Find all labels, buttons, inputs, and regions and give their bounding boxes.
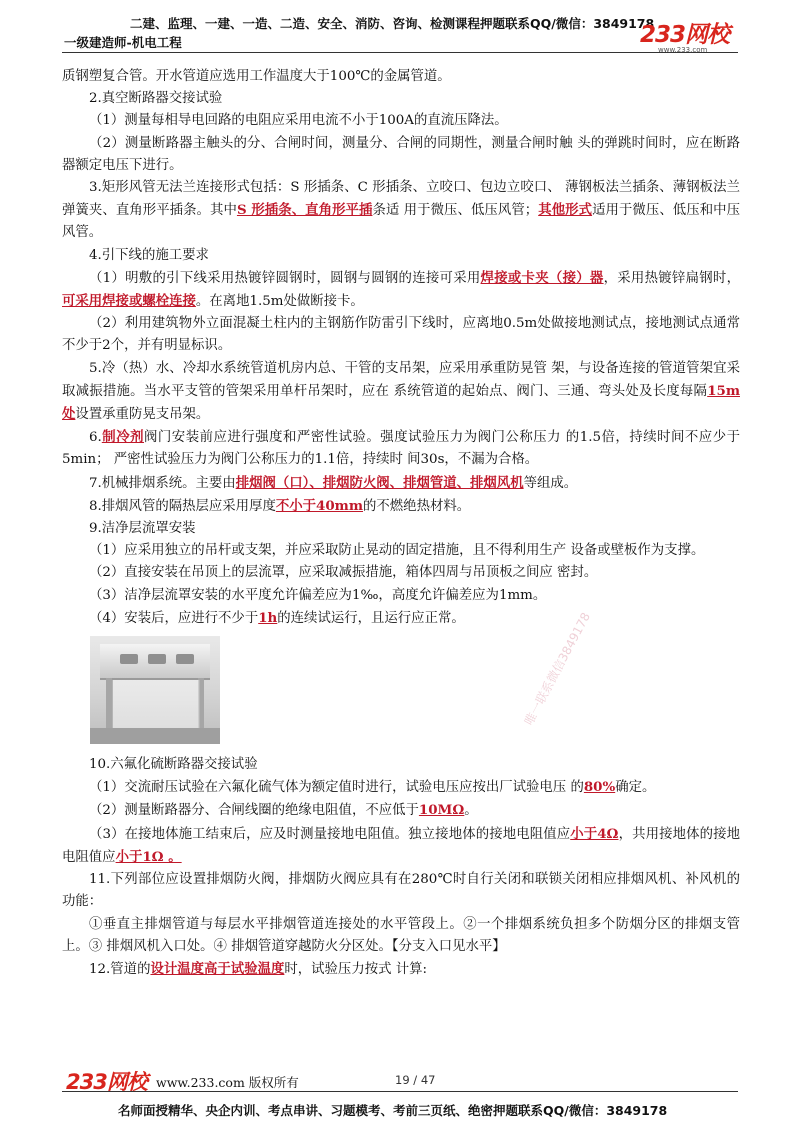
paragraph [62,267,740,313]
paragraph [62,958,740,981]
text-run: 5.冷（热）水、冷却水系统管道机房内总、干管的支吊架，应采用承重防晃管 架，与设备连接的管道管架宜采取减振措施。当水平支管的管架采用单杆吊架时，应在 系统管道的起始点、阀门、三通、弯头处及长度每隔 [62,360,740,399]
header-promo: 二建、监理、一建、一造、二造、安全、消防、咨询、检测课程押题联系QQ/微信：3849178 [130,16,655,31]
paragraph [62,776,740,799]
paragraph: ①垂直主排烟管道与每层水平排烟管道连接处的水平管段上。②一个排烟系统负担多个防烟分区的排烟支管上。③ 排烟风机入口处。④ 排烟管道穿越防火分区处。【分支入口见水平】 [62,916,740,954]
key-point: 10MΩ [418,802,465,819]
key-point: 80% [583,779,616,796]
paragraph: （1）应采用独立的吊杆或支架，并应采取防止晃动的固定措施，且不得利用生产 设备或壁板作为支撑。 [89,543,705,559]
footer-promo: 名师面授精华、央企内训、考点串讲、习题模考、考前三页纸、绝密押题联系QQ/微信：3849178 [118,1103,668,1118]
section-title: 10.六氟化硫断路器交接试验 [89,757,258,773]
page-number: 19 / 47 [395,1073,436,1087]
paragraph: 11.下列部位应设置排烟防火阀，排烟防火阀应具有在280℃时自行关闭和联锁关闭相应排烟风机、补风机的功能： [62,872,740,910]
text-run: 7.机械排烟系统。主要由 [89,475,236,491]
key-point: 焊接或卡夹（接）器 [480,269,604,286]
key-point: 设计温度高于试验温度 [150,960,285,977]
text-run: 适用于微压、低压和中压风管。 [62,203,741,241]
paragraph [62,472,740,495]
key-point: 其他形式 [538,202,593,219]
text-run: 条适 用于微压、低压风管； [372,203,539,219]
key-point: 排烟阀（口）、排烟防火阀、排烟管道、排烟风机 [235,474,524,491]
section-title: 2.真空断路器交接试验 [89,91,223,107]
photo-vent-shape [148,654,166,664]
paragraph: （3）洁净层流罩安装的水平度允许偏差应为1‰，高度允许偏差应为1mm。 [89,587,547,603]
brand-logo-text: 233网校 [640,22,730,48]
photo-vent-shape [176,654,194,664]
paragraph [62,358,740,427]
paragraph [62,799,740,822]
laminar-flow-hood-photo [90,636,220,744]
paragraph [62,823,740,869]
text-run: （2）测量断路器分、合闸线圈的绝缘电阻值，不应低于 [89,803,419,819]
key-point: 小于4Ω [570,825,619,842]
paragraph [62,495,740,518]
text-run: （1）明敷的引下线采用热镀锌圆钢时，圆钢与圆钢的连接可采用 [89,270,481,286]
text-run: 8.排烟风管的隔热层应采用厚度 [89,498,276,514]
text-run: 等组成。 [523,475,578,491]
photo-floor-shape [90,728,220,744]
paragraph: （2）测量断路器主触头的分、合闸时间，测量分、合闸的同期性，测量合闸时触 头的弹跳时间时，应在断路器额定电压下进行。 [62,135,740,173]
brand-logo-top [640,16,729,54]
paragraph [62,426,740,471]
header-divider [62,52,738,53]
brand-logo-text: 233网校 [66,1070,147,1094]
text-run: 。在离地1.5m处做断接卡。 [195,294,364,310]
paragraph: （2）利用建筑物外立面混凝土柱内的主钢筋作防雷引下线时，应离地0.5m处做接地测试点，接地测试点通常不少于2个，并有明显标识。 [62,316,740,354]
section-title: 9.洁净层流罩安装 [89,521,196,537]
text-run: ，采用热镀锌扁钢时， [603,270,740,286]
section-title: 4.引下线的施工要求 [89,247,209,263]
text-run: 。 [464,803,478,819]
footer-site: www.233.com 版权所有 [156,1075,299,1090]
text-run: 阀门安装前应进行强度和严密性试验。强度试验压力为阀门公称压力 的1.5倍，持续时间不应少于5min； 严密性试验压力为阀门公称压力的1.1倍，持续时 间30s，不漏为合格。 [62,430,740,468]
text-run: 的连续试运行，且运行应正常。 [277,610,465,626]
text-run: （3）在接地体施工结束后，应及时测量接地电阻值。独立接地体的接地电阻值应 [89,826,571,842]
text-run: ，共用接地体的接地电阻值应 [62,826,740,865]
text-run: 的不燃绝热材料。 [363,498,471,514]
page-content [62,66,740,981]
brand-logo-url: www.233.com [658,46,708,54]
paragraph: （1）测量每相导电回路的电阻应采用电流不小于100A的直流压降法。 [89,113,508,129]
key-point: 制冷剂 [101,429,144,446]
paragraph [62,607,740,630]
watermark: 唯一联系微信3849178 [521,610,594,728]
key-point: 不小于40mm [275,497,364,514]
paragraph: 质钢塑复合管。开水管道应选用工作温度大于100℃的金属管道。 [62,69,451,84]
key-point: 小于1Ω 。 [115,848,182,865]
text-run: 时，试验压力按式 计算: [284,961,428,977]
key-point: S 形插条、直角形平插 [236,202,373,219]
text-run: 6. [89,430,102,446]
paragraph [62,177,740,245]
document-title: 一级建造师-机电工程 [64,35,182,50]
key-point: 1h [258,609,278,626]
text-run: 设置承重防晃支吊架。 [75,407,210,423]
photo-vent-shape [120,654,138,664]
text-run: （4）安装后，应进行不少于 [89,610,259,626]
key-point: 15m处 [62,382,740,423]
footer-divider [62,1091,738,1092]
text-run: 确定。 [615,780,656,796]
paragraph: （2）直接安装在吊顶上的层流罩，应采取减振措施，箱体四周与吊顶板之间应 密封。 [89,565,598,581]
text-run: 3.矩形风管无法兰连接形式包括：S 形插条、C 形插条、立咬口、包边立咬口、 薄钢板法兰插条、薄钢板法兰弹簧夹、直角形平插条。其中 [62,180,740,219]
key-point: 可采用焊接或螺栓连接 [62,293,196,310]
text-run: （1）交流耐压试验在六氟化硫气体为额定值时进行，试验电压应按出厂试验电压 的 [89,780,584,796]
text-run: 12.管道的 [89,961,151,977]
